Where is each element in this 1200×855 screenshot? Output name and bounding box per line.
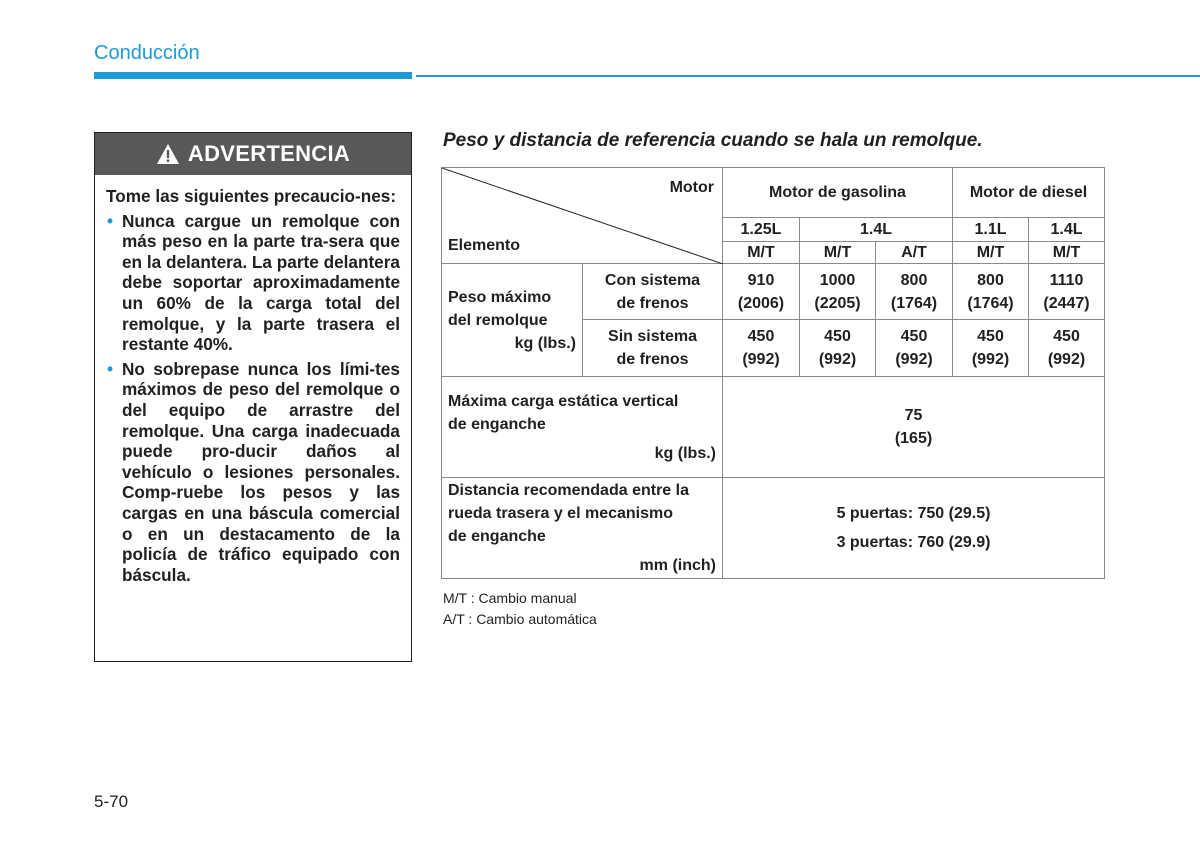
transmission-cell: M/T (953, 242, 1029, 264)
warning-body (95, 175, 411, 585)
unbraked-value-cell (953, 320, 1029, 377)
value-alt: (992) (818, 351, 857, 368)
warning-triangle-icon (156, 143, 180, 165)
corner-element-label: Elemento (448, 237, 521, 254)
unbraked-label: de frenos (616, 351, 689, 368)
max-weight-label-cell (442, 264, 583, 377)
header-rule-thin (416, 75, 1200, 77)
value-alt: (1764) (967, 294, 1014, 312)
value: 450 (900, 328, 928, 345)
legend-automatic: A/T : Cambio automática (443, 611, 597, 627)
tongue-load-label: de enganche (448, 415, 546, 433)
value: 910 (747, 271, 775, 289)
unbraked-value-cell (876, 320, 953, 377)
header-rule-thick (94, 72, 412, 79)
distance-label: rueda trasera y el mecanismo (448, 505, 674, 522)
bullet-icon: • (107, 358, 114, 379)
value: 450 (1053, 328, 1080, 345)
value-alt: (992) (971, 351, 1010, 368)
section-title: Conducción (94, 42, 200, 64)
warning-box (94, 132, 412, 662)
warning-item-text: Nunca cargue un remolque con más peso en la parte tra-sera que en la delantera. La parte delantera debe soportar aproximadamente un 60% de la carga total del remolque, y la parte trasera el restante 40%. (122, 210, 400, 355)
distance-unit: mm (inch) (639, 557, 716, 574)
engine-1-1l: 1.1L (953, 218, 1029, 242)
tongue-load-value: 75 (904, 407, 923, 424)
transmission-cell: M/T (800, 242, 876, 264)
page-number: 5-70 (94, 792, 129, 811)
warning-list (106, 211, 400, 586)
value: 450 (824, 328, 851, 345)
legend-manual: M/T : Cambio manual (443, 590, 577, 606)
tongue-load-value-cell (723, 377, 1105, 478)
engine-1-4l-diesel: 1.4L (1029, 218, 1105, 242)
towing-spec-table (441, 167, 1105, 579)
distance-label-cell (442, 478, 723, 579)
value: 800 (977, 271, 1004, 289)
tongue-load-label-cell (442, 377, 723, 478)
distance-label: Distancia recomendada entre la (448, 482, 689, 499)
value-alt: (992) (1047, 351, 1086, 368)
warning-list-item (106, 211, 400, 355)
header-corner-cell (442, 168, 723, 264)
transmission-cell: A/T (876, 242, 953, 264)
unbraked-label: Sin sistema (608, 328, 697, 345)
corner-motor-label: Motor (669, 179, 714, 196)
tongue-load-label: Máxima carga estática vertical (448, 392, 679, 410)
distance-value-cell (723, 478, 1105, 579)
warning-title: ADVERTENCIA (187, 141, 351, 166)
distance-value-5-door: 5 puertas: 750 (29.5) (836, 505, 991, 522)
value-alt: (2006) (737, 294, 785, 312)
braked-value-cell (876, 264, 953, 320)
unbraked-value-cell (800, 320, 876, 377)
warning-header (95, 133, 411, 175)
unbraked-label-cell (583, 320, 723, 377)
bullet-icon: • (107, 210, 114, 231)
value-alt: (2205) (814, 294, 861, 312)
value-alt: (992) (742, 351, 780, 368)
braked-value-cell (953, 264, 1029, 320)
gasoline-header: Motor de gasolina (723, 168, 953, 218)
engine-1-25l: 1.25L (723, 218, 800, 242)
unbraked-value-cell (723, 320, 800, 377)
max-weight-unit: kg (lbs.) (514, 334, 576, 352)
diesel-header: Motor de diesel (953, 168, 1105, 218)
braked-value-cell (800, 264, 876, 320)
table-title: Peso y distancia de referencia cuando se hala un remolque. (443, 130, 983, 151)
warning-intro: Tome las siguientes precaucio-nes: (106, 186, 397, 206)
transmission-cell: M/T (1029, 242, 1105, 264)
unbraked-value-cell (1029, 320, 1105, 377)
engine-1-4l-gasoline: 1.4L (800, 218, 953, 242)
tongue-load-value-alt: (165) (894, 430, 933, 447)
distance-label: de enganche (448, 528, 546, 545)
warning-list-item (106, 359, 400, 586)
braked-value-cell (1029, 264, 1105, 320)
max-weight-label: Peso máximo (448, 288, 552, 306)
braked-value-cell (723, 264, 800, 320)
value: 450 (977, 328, 1004, 345)
value: 1110 (1049, 271, 1084, 289)
braked-label: de frenos (616, 294, 689, 312)
transmission-cell: M/T (723, 242, 800, 264)
value: 450 (747, 328, 775, 345)
value: 800 (900, 271, 928, 289)
value-alt: (2447) (1043, 294, 1090, 312)
braked-label: Con sistema (604, 271, 701, 289)
warning-item-text: No sobrepase nunca los lími-tes máximos de peso del remolque o del equipo de arrastre del remolque. Una carga inadecuada puede pro-ducir daños al vehículo o lesiones personales. Comp-ruebe los pesos y las cargas en una báscula comercial o en un destacamento de la policía de tráfico equipado con báscula. (122, 358, 400, 585)
distance-value-3-door: 3 puertas: 760 (29.9) (836, 534, 991, 551)
value-alt: (1764) (890, 294, 938, 312)
braked-label-cell (583, 264, 723, 320)
value-alt: (992) (895, 351, 933, 368)
value: 1000 (819, 271, 856, 289)
max-weight-label: del remolque (448, 311, 548, 329)
tongue-load-unit: kg (lbs.) (654, 444, 716, 462)
